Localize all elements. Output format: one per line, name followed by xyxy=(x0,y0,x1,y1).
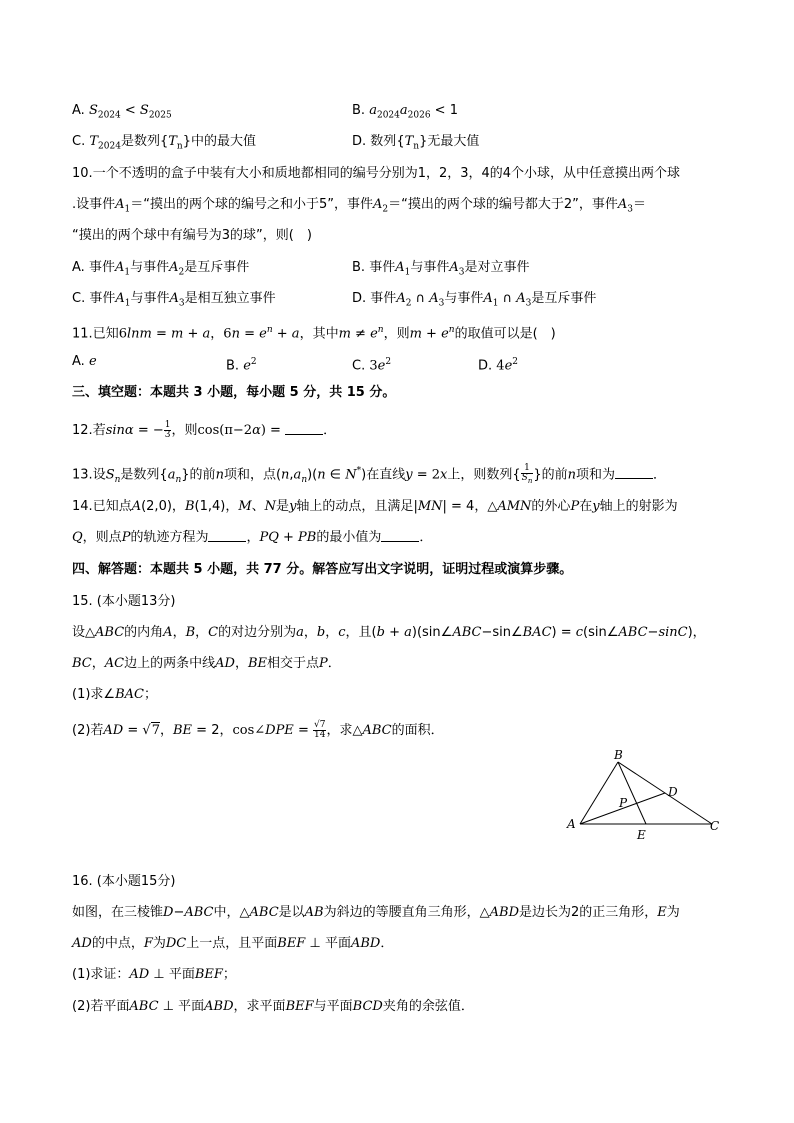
triangle-figure xyxy=(560,746,730,846)
q9-option-a: A. $S_{2024} < S_{2025}$ xyxy=(72,103,172,121)
label-d: D xyxy=(668,785,678,799)
q9-option-c: C. $T_{2024}$是数列$\{T_n\}$中的最大值 xyxy=(72,134,256,152)
q10-line2: .设事件$A_1=“$摸出的两个球的编号之和小于5”，事件$A_2=“$摸出的两个球的编号都大于2”，事件$A_3=$ xyxy=(72,197,647,215)
label-a: A xyxy=(567,817,576,831)
q15-part2: (2)若AD = √7，BE = 2，cos∠DPE = $\frac{√7}{14}$ ，求△ABC的面积． xyxy=(72,720,444,740)
section-4-heading: 四、解答题：本题共 5 小题，共 77 分。解答应写出文字说明，证明过程或演算步骤。 xyxy=(72,562,573,577)
q10-option-a: A. 事件$A_1$与事件$A_2$是互斥事件 xyxy=(72,260,250,278)
q16-line2: AD的中点，F为DC上一点，且平面BEF ⊥ 平面ABD． xyxy=(72,936,394,951)
edge-ab xyxy=(580,762,618,824)
q10-line1: 10.一个不透明的盒子中装有大小和质地都相同的编号分别为1，2，3，4的4个小球，从中任意摸出两个球 xyxy=(72,166,681,181)
q12: 12.若sinα = − $\frac{1}{3}$ ，则cos(π−2α) = ． xyxy=(72,420,337,440)
q11-option-a: A. e xyxy=(72,354,97,369)
q11-option-d: D. $4e^2$ xyxy=(478,357,519,374)
q9-option-b: B. $a_{2024}a_{2026} < 1$ xyxy=(352,103,458,121)
q11-stem: 11.已知6lnm = m + a，$6n = e^n + a$，其中$m \ne e^n$，则$m + e^n$的取值可以是( ) xyxy=(72,325,556,342)
label-b: B xyxy=(614,748,623,762)
q11-option-b: B. $e^2$ xyxy=(226,357,257,374)
q16-part1: (1)求证：AD ⊥ 平面BEF； xyxy=(72,967,236,982)
q15-line2: BC，AC边上的两条中线AD，BE相交于点P． xyxy=(72,656,341,671)
label-p: P xyxy=(619,796,628,810)
q13: 13.设$S_n$是数列$\{a_n\}$的前n项和，点$(n,a_n)(n$ ∈ N*)在直线y = 2x上，则数列{ $\frac{1}{S_n}$ }的前n项和为 ． xyxy=(72,462,667,485)
q14-line1: 14.已知点A(2,0)，B(1,4)，M、N是y轴上的动点，且满足|MN| = 4，△AMN的外心P在y轴上的射影为 xyxy=(72,499,678,514)
q10-option-c: C. 事件$A_1$与事件$A_3$是相互独立事件 xyxy=(72,291,276,309)
q11-option-c: C. $3e^2$ xyxy=(352,357,392,374)
q10-option-b: B. 事件$A_1$与事件$A_3$是对立事件 xyxy=(352,260,530,278)
q10-option-d: D. 事件$A_2$ ∩ $A_3$与事件$A_1$ ∩ $A_3$是互斥事件 xyxy=(352,291,597,309)
label-e: E xyxy=(637,828,646,842)
q15-part1: (1)求∠BAC； xyxy=(72,687,157,702)
q9-option-d: D. 数列$\{T_n\}$无最大值 xyxy=(352,134,480,152)
label-c: C xyxy=(710,819,720,833)
q16-part2: (2)若平面ABC ⊥ 平面ABD，求平面BEF与平面BCD夹角的余弦值． xyxy=(72,999,474,1014)
q15-line1: 设△ABC的内角A，B，C的对边分别为a，b，c，且(b + a)(sin∠ABC−sin∠BAC) = c(sin∠ABC−sinC)， xyxy=(72,625,706,640)
q16-line1: 如图，在三棱锥D−ABC中，△ABC是以AB为斜边的等腰直角三角形，△ABD是边长为2的正三角形，E为 xyxy=(72,905,680,920)
q15-header: 15. (本小题13分) xyxy=(72,594,176,609)
q14-line2: Q，则点P的轨迹方程为 ，PQ + PB的最小值为 ． xyxy=(72,530,433,545)
q16-header: 16. (本小题15分) xyxy=(72,874,176,889)
q10-line3: “摸出的两个球中有编号为3的球”，则( ) xyxy=(72,228,312,243)
section-3-heading: 三、填空题：本题共 3 小题，每小题 5 分，共 15 分。 xyxy=(72,385,396,400)
